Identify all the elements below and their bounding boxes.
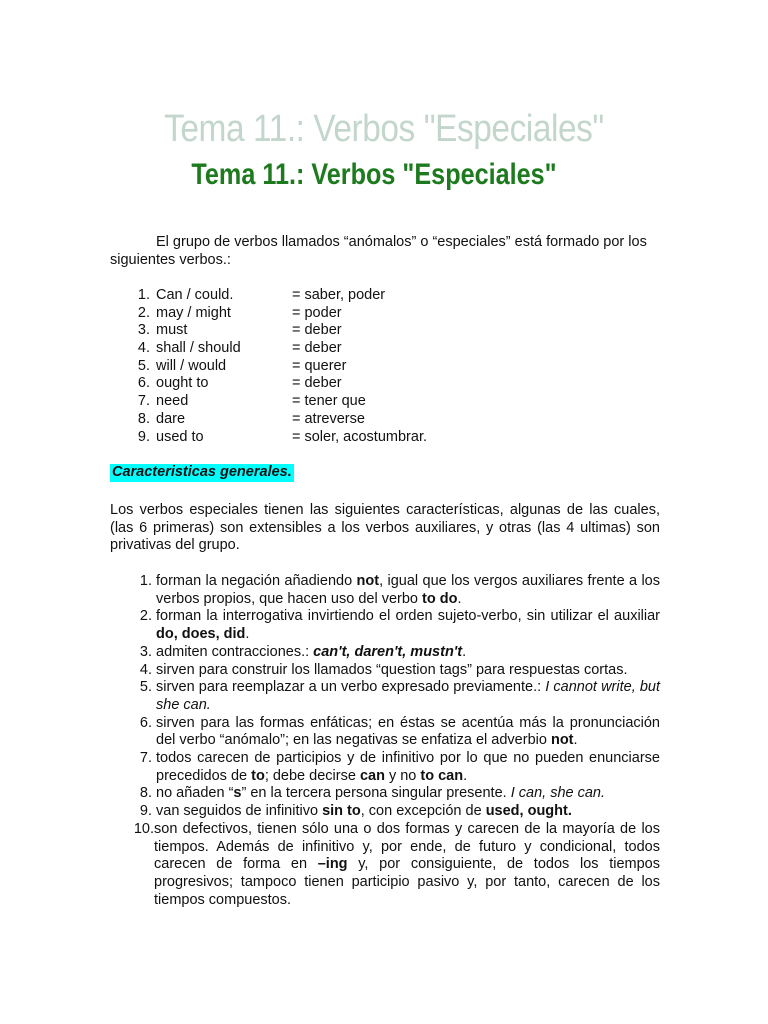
verb-spanish: = saber, poder	[292, 287, 386, 303]
verb-list-item	[130, 340, 650, 358]
text-segment: .	[463, 767, 468, 784]
list-item	[110, 821, 660, 910]
verb-spanish: = tener que	[292, 393, 366, 410]
text-segment: forman la interrogativa invirtiendo el orden sujeto-verbo, sin utilizar el auxiliar	[156, 608, 660, 625]
verb-english: Can / could.	[156, 287, 234, 303]
verb-list-item	[130, 375, 650, 393]
list-number: 7.	[139, 750, 152, 767]
characteristics-paragraph: Los verbos especiales tienen las siguientes características, algunas de las cuales, (las 6 primeras) son extensibles a los verbos auxiliares, y otras (las 4 ultimas) son privativas del grupo.	[110, 502, 660, 554]
verb-list-item	[130, 393, 650, 411]
list-number: 8.	[139, 785, 152, 802]
verb-spanish: = deber	[292, 340, 342, 357]
verb-english: may / might	[156, 304, 231, 321]
list-item	[110, 679, 660, 714]
verb-number: 7.	[137, 393, 150, 410]
bold-text: to can	[420, 767, 464, 784]
bold-text: to	[251, 767, 265, 784]
verb-number: 1.	[137, 287, 150, 303]
list-text	[154, 679, 660, 714]
verb-english: shall / should	[156, 340, 241, 357]
list-number: 10.	[133, 820, 154, 837]
list-text	[154, 785, 660, 803]
verb-spanish: = soler, acostumbrar.	[292, 428, 427, 445]
verb-list-item	[130, 322, 650, 340]
section-heading: Caracteristicas generales.	[112, 464, 292, 480]
list-item	[110, 715, 660, 750]
verb-number: 6.	[137, 375, 150, 392]
list-text	[154, 821, 660, 910]
list-item	[110, 785, 660, 803]
list-number: 5.	[139, 679, 152, 696]
list-item	[110, 608, 660, 643]
text-segment: .	[245, 626, 250, 643]
bold-text: –ing	[317, 856, 348, 873]
italic-text: I cannot write, but she can.	[156, 679, 661, 713]
text-segment: , igual que los vergos auxiliares frente a los verbos propios, que hacen uso del verbo	[156, 573, 660, 607]
list-item	[110, 803, 660, 821]
page-title-faint: Tema 11.: Verbos "Especiales"	[164, 108, 604, 150]
list-text	[154, 750, 660, 785]
verb-spanish: = deber	[292, 322, 342, 339]
verb-list-item	[130, 305, 650, 323]
verb-spanish: = deber	[292, 375, 342, 392]
verb-spanish: = atreverse	[292, 410, 365, 427]
text-segment: .	[573, 732, 578, 749]
list-text	[154, 644, 660, 662]
italic-text: I can, she can.	[510, 785, 606, 802]
verb-list	[130, 287, 650, 446]
text-segment: y no	[384, 767, 421, 784]
list-number: 3.	[139, 643, 152, 660]
list-item	[110, 662, 660, 680]
verb-spanish: = querer	[292, 357, 347, 374]
bold-text: used, ought.	[485, 803, 572, 820]
verb-english: ought to	[156, 375, 209, 392]
verb-english: dare	[156, 410, 186, 427]
verb-number: 9.	[137, 428, 150, 445]
emphasis-text: can't, daren't, mustn't	[313, 643, 463, 660]
verb-list-item	[130, 358, 650, 376]
verb-number: 3.	[137, 322, 150, 339]
text-segment: forman la negación añadiendo	[156, 573, 357, 589]
text-segment: admiten contracciones.:	[156, 643, 314, 660]
bold-text: can	[359, 767, 385, 784]
list-item	[110, 750, 660, 785]
page-title: Tema 11.: Verbos "Especiales"	[191, 158, 557, 191]
verb-english: need	[156, 393, 189, 410]
list-number: 4.	[139, 661, 152, 678]
text-segment: ; debe decirse	[264, 767, 360, 784]
text-segment: .	[457, 590, 462, 607]
text-segment: sirven para reemplazar a un verbo expresado previamente.:	[156, 679, 546, 696]
list-number: 1.	[139, 573, 152, 589]
bold-text: not	[550, 732, 574, 749]
verb-list-item	[130, 287, 650, 305]
intro-paragraph: El grupo de verbos llamados “anómalos” o “especiales” está formado por los siguientes verbos.:	[110, 234, 647, 268]
bold-text: to do	[422, 590, 458, 607]
verb-english: used to	[156, 428, 204, 445]
bold-text: s	[233, 785, 242, 802]
characteristics-list	[110, 573, 660, 909]
list-text	[154, 573, 660, 608]
bold-text: sin to	[322, 803, 361, 820]
text-segment: todos carecen de participios y de infinitivo por lo que no pueden enunciarse precedidos de	[156, 750, 660, 784]
text-segment: sirven para las formas enfáticas; en éstas se acentúa más la pronunciación del verbo “anómalo”; en las negativas se enfatiza el adverbio	[156, 714, 660, 749]
text-segment: y, por consiguiente, de todos los tiempos progresivos; tampoco tienen participio pasivo y, por tanto, carecen de los tiempos compuestos.	[154, 856, 660, 908]
verb-number: 4.	[137, 340, 150, 357]
list-number: 2.	[139, 608, 152, 625]
list-text	[154, 715, 660, 750]
text-segment: sirven para construir los llamados “question tags” para respuestas cortas.	[156, 661, 628, 678]
list-item	[110, 573, 660, 608]
list-text	[154, 608, 660, 643]
text-segment: ” en la tercera persona singular presente.	[241, 785, 511, 802]
verb-spanish: = poder	[292, 304, 342, 321]
text-segment: van seguidos de infinitivo	[156, 803, 323, 820]
verb-list-item	[130, 411, 650, 429]
verb-list-item	[130, 429, 650, 447]
list-text	[154, 803, 660, 821]
verb-number: 2.	[137, 304, 150, 321]
verb-english: will / would	[156, 357, 227, 374]
list-number: 9.	[139, 803, 152, 820]
verb-english: must	[156, 322, 188, 339]
bold-text: do, does, did	[156, 626, 246, 643]
text-segment: , con excepción de	[360, 803, 486, 820]
list-text	[154, 662, 660, 680]
list-number: 6.	[139, 714, 152, 731]
text-segment: no añaden “	[156, 785, 234, 802]
verb-number: 8.	[137, 410, 150, 427]
verb-number: 5.	[137, 357, 150, 374]
text-segment: .	[462, 643, 467, 660]
bold-text: not	[356, 573, 380, 589]
list-item	[110, 644, 660, 662]
text-segment: son defectivos, tienen sólo una o dos formas y carecen de la mayoría de los tiempos. Además de infinitivo y, por ende, de futuro y condicional, todos carecen de forma en	[154, 820, 660, 873]
